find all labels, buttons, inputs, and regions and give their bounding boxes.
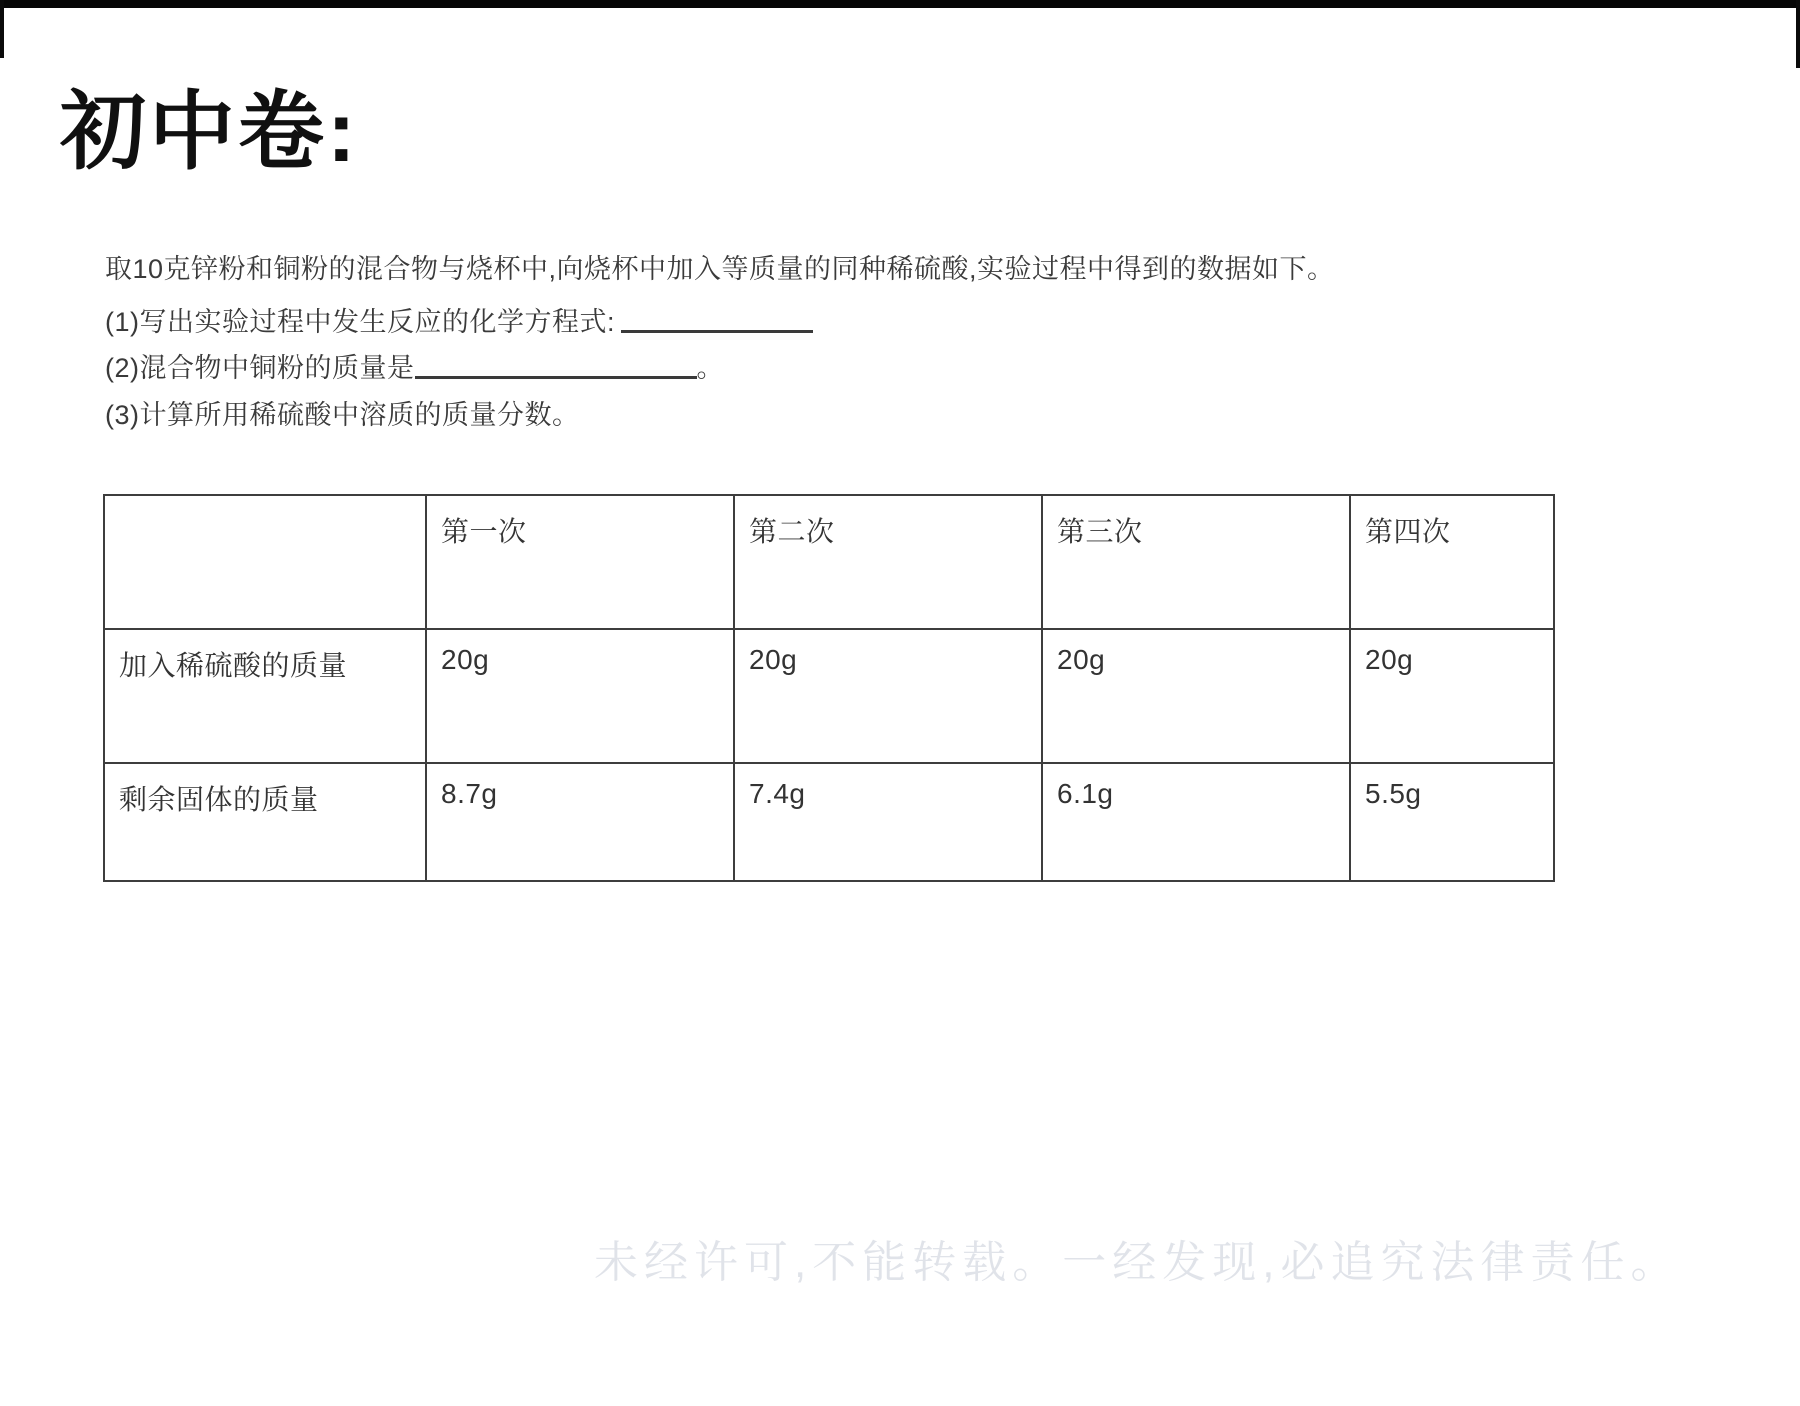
table-header-trial4: 第四次 [1350, 495, 1554, 629]
table-corner-cell [104, 495, 426, 629]
question-intro: 取10克锌粉和铜粉的混合物与烧杯中,向烧杯中加入等质量的同种稀硫酸,实验过程中得到的数据如下。 [105, 254, 1335, 284]
table-cell: 20g [1350, 629, 1554, 763]
scan-edge-left [0, 0, 4, 58]
table-cell: 20g [1042, 629, 1350, 763]
table-cell: 20g [426, 629, 734, 763]
row-label-solid-mass: 剩余固体的质量 [104, 763, 426, 881]
table-cell: 7.4g [734, 763, 1042, 881]
experiment-data-table [103, 494, 1555, 882]
table-cell: 8.7g [426, 763, 734, 881]
table-header-row [104, 495, 1554, 629]
question-part-1 [105, 304, 813, 339]
scan-edge-right [1796, 0, 1800, 68]
row-label-acid-mass: 加入稀硫酸的质量 [104, 629, 426, 763]
question-part-2-suffix: 。 [696, 353, 724, 383]
table-cell: 5.5g [1350, 763, 1554, 881]
page-title: 初中卷: [60, 84, 359, 180]
copyright-watermark: 未经许可,不能转载。一经发现,必追究法律责任。 [594, 1238, 1681, 1287]
table-header-trial2: 第二次 [734, 495, 1042, 629]
table-header-trial1: 第一次 [426, 495, 734, 629]
question-part-3: (3)计算所用稀硫酸中溶质的质量分数。 [105, 400, 580, 430]
table-row-acid-mass [104, 629, 1554, 763]
question-part-1-text: (1)写出实验过程中发生反应的化学方程式: [105, 307, 615, 337]
question-part-2-text: (2)混合物中铜粉的质量是 [105, 353, 415, 383]
scan-edge-top [0, 0, 1800, 8]
table-cell: 20g [734, 629, 1042, 763]
table-header-trial3: 第三次 [1042, 495, 1350, 629]
answer-blank-1 [621, 306, 813, 333]
table-cell: 6.1g [1042, 763, 1350, 881]
question-part-2 [105, 350, 724, 385]
answer-blank-2 [415, 352, 697, 379]
table-row-solid-mass [104, 763, 1554, 881]
